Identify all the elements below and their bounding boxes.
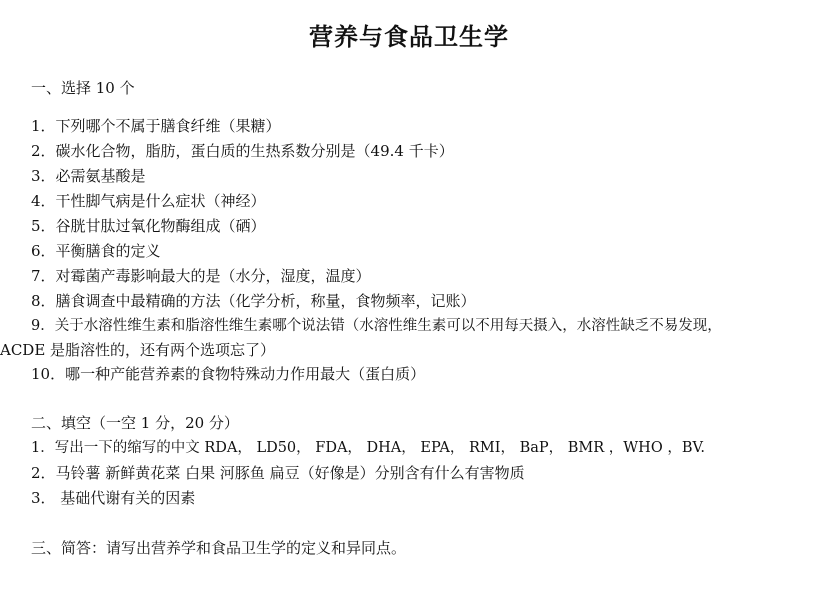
section-1-item-4: 4．干性脚气病是什么症状（神经） (31, 192, 266, 210)
section-1-item-10: 10．哪一种产能营养素的食物特殊动力作用最大（蛋白质） (31, 365, 426, 383)
section-1-item-9: 9．关于水溶性维生素和脂溶性维生素哪个说法错（水溶性维生素可以不用每天摄入，水溶性缺乏不易发现， (31, 318, 722, 334)
section-1-item-5: 5．谷胱甘肽过氧化物酶组成（硒） (31, 217, 266, 235)
section-1-heading: 一、选择 10 个 (31, 79, 135, 97)
section-1-item-9-continued: ACDE 是脂溶性的，还有两个选项忘了） (0, 341, 276, 359)
section-1-item-8: 8．膳食调查中最精确的方法（化学分析，称量，食物频率，记账） (31, 292, 476, 310)
section-1-item-2: 2．碳水化合物，脂肪，蛋白质的生热系数分别是（49.4 千卡） (31, 142, 454, 160)
section-3-heading: 三、简答：请写出营养学和食品卫生学的定义和异同点。 (31, 539, 407, 557)
section-1-item-7: 7．对霉菌产毒影响最大的是（水分，湿度，温度） (31, 267, 371, 285)
section-2-item-3: 3． 基础代谢有关的因素 (31, 489, 196, 507)
section-1-item-1: 1．下列哪个不属于膳食纤维（果糖） (31, 117, 281, 135)
section-2-item-1: 1．写出一下的缩写的中文 RDA， LD50， FDA， DHA， EPA， RMI， BaP， BMR ，WHO ，BV. (31, 440, 706, 456)
section-2-item-2: 2．马铃薯 新鲜黄花菜 白果 河豚鱼 扁豆（好像是）分别含有什么有害物质 (31, 464, 525, 482)
page-title: 营养与食品卫生学 (309, 22, 509, 51)
section-1-item-3: 3．必需氨基酸是 (31, 167, 146, 185)
section-1-item-6: 6．平衡膳食的定义 (31, 242, 161, 260)
section-2-heading: 二、填空（一空 1 分，20 分） (31, 414, 239, 432)
